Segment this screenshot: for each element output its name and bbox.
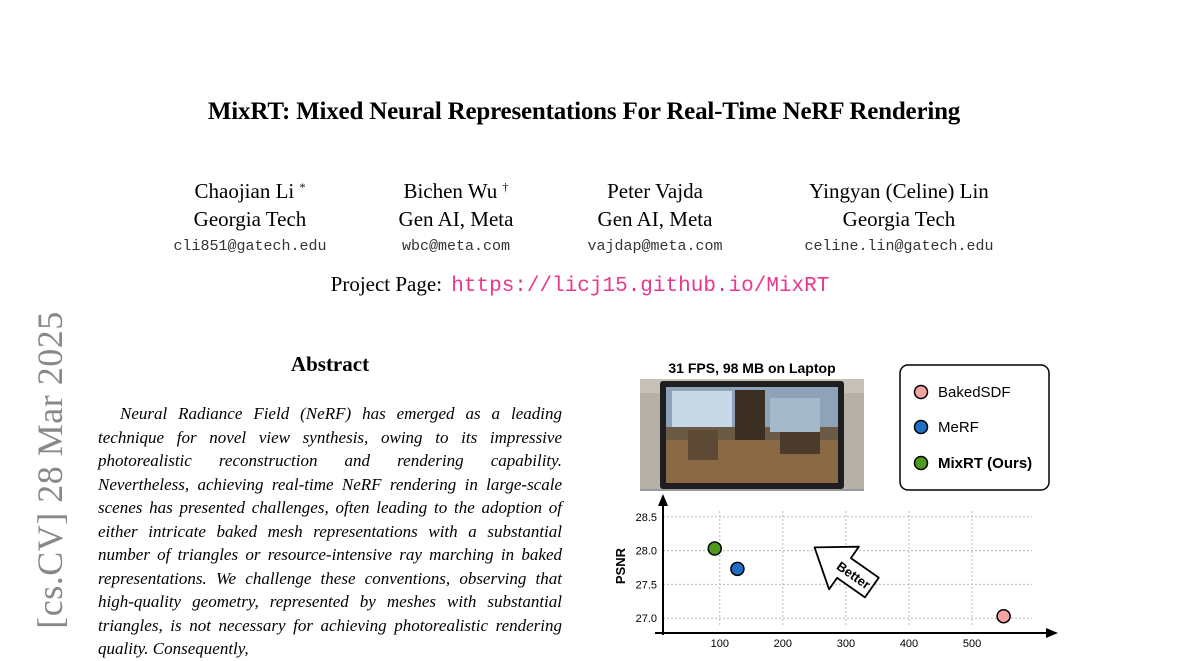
- photo-caption: 31 FPS, 98 MB on Laptop: [668, 360, 836, 376]
- abstract-heading: Abstract: [290, 352, 370, 376]
- y-tick-label: 28.0: [635, 545, 657, 558]
- author-email[interactable]: cli851@gatech.edu: [173, 238, 327, 255]
- author-affiliation: Georgia Tech: [842, 207, 956, 231]
- data-point-bakedsdf: [997, 610, 1010, 623]
- author-block: [774, 177, 1024, 255]
- author-affiliation: Gen AI, Meta: [398, 207, 514, 231]
- x-axis-arrowhead: [1046, 628, 1058, 638]
- laptop-photo: [640, 379, 864, 491]
- project-page-line: [0, 272, 1160, 298]
- legend-label: BakedSDF: [938, 384, 1011, 401]
- project-page-link[interactable]: https://licj15.github.io/MixRT: [451, 275, 830, 298]
- y-tick-label: 28.5: [635, 511, 657, 524]
- better-arrow: [800, 526, 887, 609]
- legend-label: MixRT (Ours): [938, 455, 1033, 472]
- author-block: [150, 177, 350, 255]
- x-tick-label: 200: [773, 638, 793, 650]
- data-point-merf: [731, 562, 744, 575]
- author-name: Peter Vajda: [607, 179, 703, 203]
- x-tick-label: 500: [962, 638, 982, 650]
- author-block: [376, 177, 536, 255]
- author-affiliation: Gen AI, Meta: [597, 207, 713, 231]
- y-axis-label: PSNR: [613, 547, 628, 585]
- teaser-figure-svg: [600, 350, 1070, 650]
- project-page-label: Project Page:: [330, 272, 443, 296]
- abstract-body: [98, 402, 562, 661]
- x-tick-label: 100: [710, 638, 729, 650]
- x-tick-label: 300: [836, 638, 856, 650]
- author-affiliation: Georgia Tech: [193, 207, 307, 231]
- author-name: Yingyan (Celine) Lin: [809, 179, 989, 203]
- legend-label: MeRF: [938, 419, 979, 436]
- author-name: Chaojian Li *: [194, 179, 306, 203]
- abstract-text: Neural Radiance Field (NeRF) has emerged as a leading technique for novel view synthesis, owing to its impressive photorealistic reconstruction and rendering capability. Nevertheless, achieving real-time NeRF rendering in large-scale scenes has presented challenges, often leading to the adoption of either intricate baked mesh representations with a substantial number of triangles or resource-intensive ray marching in baked representations. We challenge these conventions, observing that high-quality geometry, represented by meshes with substantial triangles, is not necessary for achieving photorealistic rendering quality. Consequently,: [98, 404, 562, 658]
- paper-title: MixRT: Mixed Neural Representations For Real-Time NeRF Rendering: [207, 98, 961, 125]
- y-axis-arrowhead: [658, 494, 668, 506]
- arxiv-stamp: [cs.CV] 28 Mar 2025: [30, 311, 70, 629]
- legend-marker: [915, 421, 928, 434]
- author-email[interactable]: wbc@meta.com: [401, 238, 511, 255]
- author-email[interactable]: vajdap@meta.com: [587, 238, 723, 255]
- y-tick-label: 27.5: [635, 579, 657, 592]
- author-block: [565, 177, 745, 255]
- author-name: Bichen Wu †: [403, 179, 509, 203]
- author-email[interactable]: celine.lin@gatech.edu: [804, 238, 994, 255]
- y-tick-label: 27.0: [635, 613, 657, 626]
- better-label: Better: [833, 558, 874, 593]
- x-tick-label: 400: [899, 638, 919, 650]
- data-point-mixrt-ours: [708, 542, 721, 555]
- legend-marker: [915, 386, 928, 399]
- chart-legend: [900, 365, 1049, 490]
- legend-marker: [915, 457, 928, 470]
- teaser-figure: [600, 350, 1070, 650]
